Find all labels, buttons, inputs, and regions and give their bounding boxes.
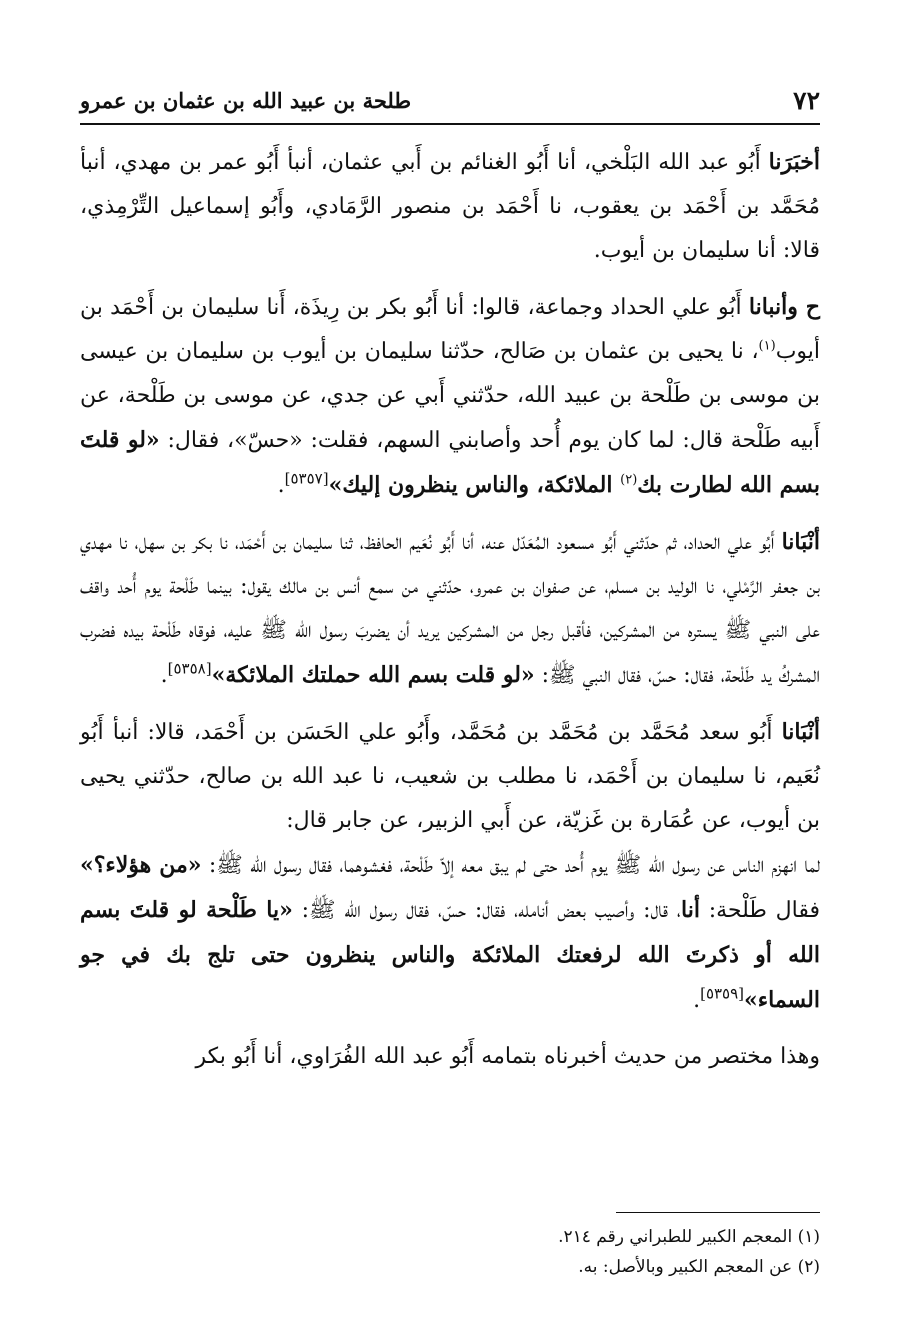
hadith-quote: «لو قلتَ بسم الله لطارت بك <box>80 427 820 498</box>
footnote-1: (١) المعجم الكبير للطبراني رقم ٢١٤. <box>558 1227 820 1247</box>
page-number: ٧٢ <box>793 86 820 115</box>
hadith-quote: «يا طَلْحة لو قلتَ بسم الله أو ذكرتَ الله لرفعتك الملائكة والناس ينظرون حتى تلج بك في جو السماء» <box>80 897 820 1013</box>
paragraph-end: . <box>693 988 701 1013</box>
paragraph-text: أَبُو عبد الله البَلْخي، أنا أَبُو الغنائم بن أَبي عثمان، أنبأ أَبُو عمر بن مهدي، أنبأ مُحَمَّد بن أَحْمَد بن يعقوب، نا أَحْمَد بن منصور الرَّمَادي، وأَبُو إسماعيل التِّرْمِذي، قالا: أنا سليمان بن أيوب. <box>80 150 820 263</box>
isnad-lead: أنْبَانا <box>781 719 820 745</box>
paragraph-3 <box>80 520 820 698</box>
isnad-lead: ح وأنبانا <box>748 294 820 320</box>
paragraph-text: أَبُو علي الحداد وجماعة، قالوا: أنا أَبُو بكر بن رِيذَة، أَنا سليمان بن أَحْمَد بن أيوب <box>80 295 820 364</box>
hadith-quote: الملائكة، والناس ينظرون إليك» <box>328 472 621 498</box>
footnote-marker: (١) <box>758 338 776 354</box>
footnote-2: (٢) عن المعجم الكبير وبالأصل: به. <box>578 1257 820 1277</box>
paragraph-1 <box>80 140 820 273</box>
footnote-rule <box>616 1212 820 1213</box>
paragraph-4 <box>80 710 820 843</box>
paragraph-6 <box>80 1035 820 1079</box>
paragraph-end: . <box>160 663 168 688</box>
paragraph-2 <box>80 285 820 508</box>
page-header <box>80 84 820 120</box>
paragraph-text: وهذا مختصر من حديث أخبرناه بتمامه أَبُو عبد الله الفُرَاوي، أنا أَبُو بكر <box>195 1044 820 1069</box>
footnotes <box>80 1222 820 1282</box>
hadith-quote: «من هؤلاء؟» <box>80 852 202 878</box>
hadith-number: [٥٣٥٩] <box>700 984 745 1003</box>
paragraph-text: أَبُو سعد مُحَمَّد بن مُحَمَّد بن مُحَمَّد، وأَبُو علي الحَسَن بن أَحْمَد، قالا: أنبأ أَبُو نُعَيم، نا سليمان بن أَحْمَد، نا مطلب بن شعيب، نا عبد الله بن صالح، حدّثني يحيى بن أيوب، عن عُمَارة بن غَزيّة، عن أَبي الزبير، عن جابر قال: <box>80 720 820 833</box>
isnad-lead: أخبَرَنا <box>768 149 820 175</box>
isnad-lead: أنْبَانا <box>781 529 820 555</box>
hadith-quote: «لو قلت بسم الله حملتك الملائكة» <box>211 662 535 688</box>
main-text <box>80 140 820 1091</box>
paragraph-5 <box>80 843 820 1023</box>
paragraph-text: أَبُو علي الحداد، ثم حدّثني أَبُو مسعود المُعَدّل عنه، أنا أَبُو نُعَيم الحافظ، ثنا سليمان بن أَحْمَد، نا بكر بن سهل، نا مهدي بن جعفر الرَّمْلي، نا الوليد بن مسلم، عن صفوان بن عمرو، حدّثني من سمع أنس بن مالك يقول: بينما طَلْحة يوم أُحد واقف على النبي ﷺ يستره من المشركين، فأقبل رجل من المشركين يريد أن يضربَ رسول الله ﷺ عليه، فوقاه طَلْحة بيده فضرب المشركُ يد طَلْحة، فقال: حسّ، فقال النبي ﷺ: <box>80 530 820 688</box>
hadith-quote: أنا <box>681 897 700 923</box>
hadith-number: [٥٣٥٧] <box>284 469 329 488</box>
running-title: طلحة بن عبيد الله بن عثمان بن عمرو <box>80 88 412 113</box>
paragraph-text: ، نا يحيى بن عثمان بن صَالح، حدّثنا سليمان بن أيوب بن سليمان بن عيسى بن موسى بن طَلْحة بن عبيد الله، حدّثني أَبي عن جدي، عن موسى بن طَلْحة، عن أَبيه طَلْحة قال: لما كان يوم أُحد وأصابني السهم، فقلت: «حسّ»، فقال: <box>80 339 820 453</box>
paragraph-text: فقال طَلْحة: <box>699 898 820 923</box>
header-rule <box>80 123 820 125</box>
hadith-number: [٥٣٥٨] <box>167 659 212 678</box>
paragraph-text: لما انهزم الناس عن رسول الله ﷺ يوم أُحد حتى لم يبق معه إلاّ طَلْحة، فغشوهما، فقال رسول الله ﷺ: <box>201 853 820 878</box>
footnote-marker: (٢) <box>620 472 638 488</box>
paragraph-text: ، قال: وأصيب بعض أنامله، فقال: حسّ، فقال رسول الله ﷺ: <box>292 898 681 923</box>
paragraph-end: . <box>277 473 285 498</box>
